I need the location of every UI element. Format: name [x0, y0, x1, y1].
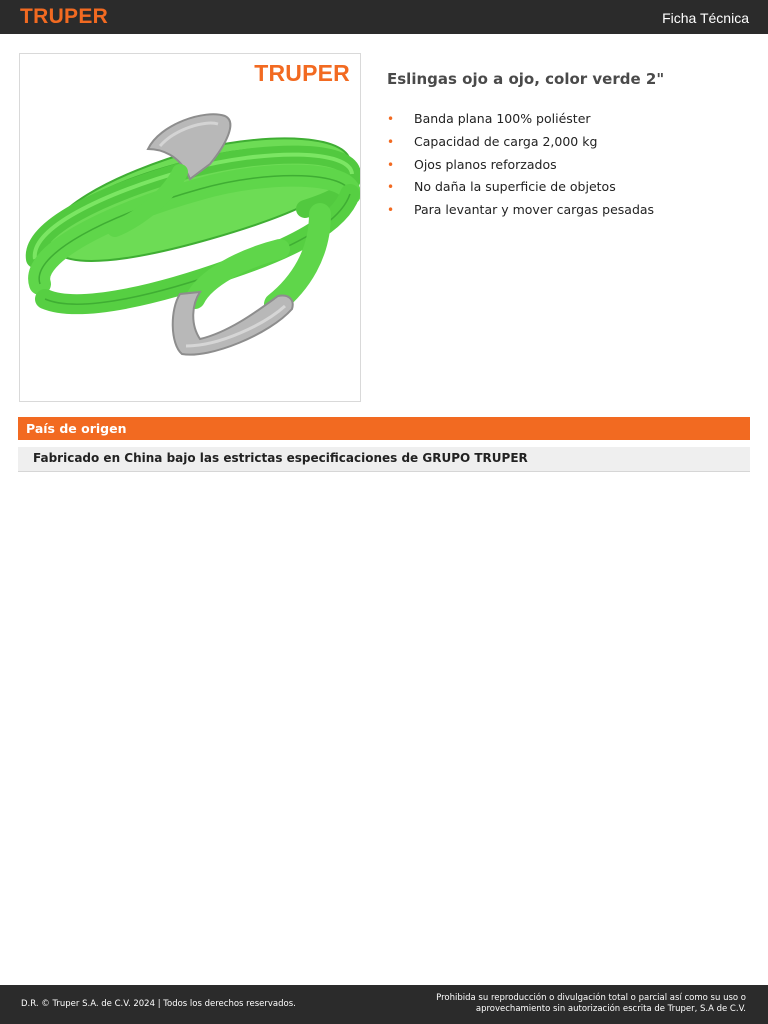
feature-item: [387, 110, 654, 133]
feature-item: [387, 156, 654, 179]
top-bar: [0, 0, 768, 34]
feature-item: [387, 201, 654, 224]
bullet-icon: •: [387, 180, 395, 195]
feature-text: Para levantar y mover cargas pesadas: [414, 202, 655, 218]
feature-item: [387, 133, 654, 156]
feature-text: No daña la superficie de objetos: [414, 179, 616, 195]
bullet-icon: •: [387, 203, 395, 218]
origin-section-header: [18, 417, 750, 440]
product-title: Eslingas ojo a ojo, color verde 2": [387, 70, 665, 88]
product-image-frame: [19, 53, 361, 402]
feature-text: Banda plana 100% poliéster: [414, 111, 591, 126]
bullet-icon: •: [387, 157, 395, 172]
brand-logo: TRUPER: [20, 5, 109, 28]
legal-notice-line: Prohibida su reproducción o divulgación total o parcial así como su uso o: [436, 993, 746, 1003]
copyright-text: D.R. © Truper S.A. de C.V. 2024 | Todos los derechos reservados.: [21, 999, 296, 1009]
feature-text: Ojos planos reforzados: [414, 156, 557, 172]
bullet-icon: •: [387, 112, 395, 126]
origin-text: Fabricado en China bajo las estrictas especificaciones de GRUPO TRUPER: [33, 451, 528, 465]
origin-heading: País de origen: [26, 421, 127, 436]
document-type-label: Ficha Técnica: [662, 10, 749, 26]
legal-notice-line: aprovechamiento sin autorización escrita de Truper, S.A de C.V.: [475, 1004, 746, 1014]
bullet-icon: •: [387, 134, 395, 149]
sling-illustration: [20, 54, 360, 401]
footer-bar: [0, 985, 768, 1024]
origin-row: [18, 447, 750, 472]
feature-list: [387, 110, 654, 224]
image-brand-logo: TRUPER: [254, 60, 350, 86]
feature-item: [387, 178, 654, 201]
feature-text: Capacidad de carga 2,000 kg: [414, 133, 598, 149]
legal-notice: [406, 993, 746, 1015]
